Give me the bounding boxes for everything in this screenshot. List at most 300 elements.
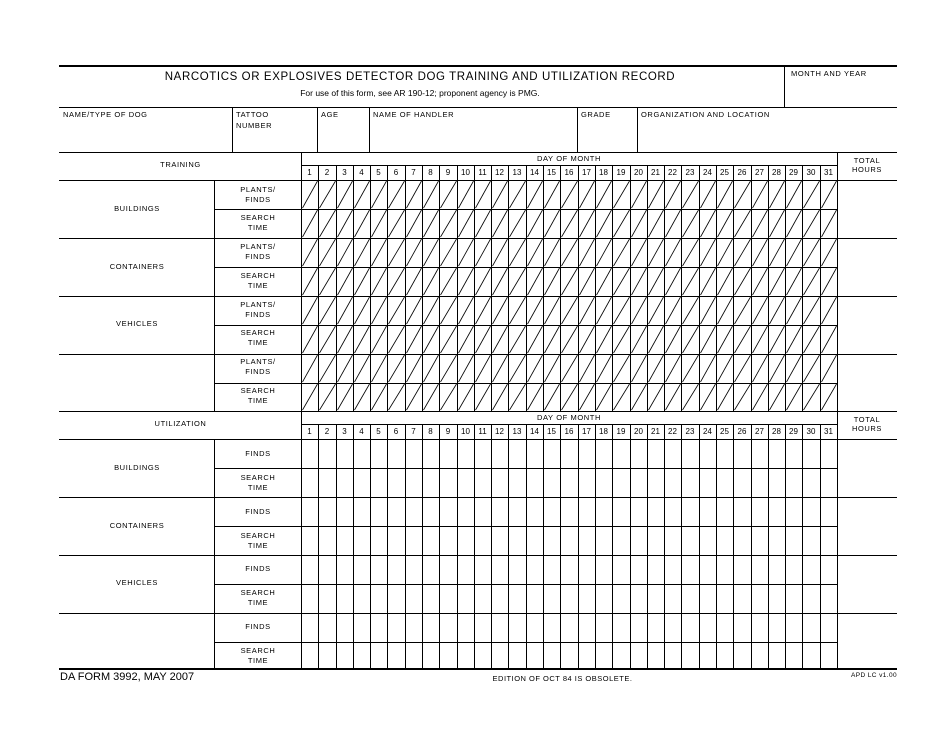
utilization-day-number: 30 bbox=[806, 427, 816, 436]
training-cell-diagonal bbox=[597, 181, 612, 208]
training-row-search-time-line2: TIME bbox=[247, 281, 269, 290]
training-cell-diagonal bbox=[649, 355, 664, 382]
training-cell-diagonal bbox=[459, 355, 474, 382]
organization-label: ORGANIZATION AND LOCATION bbox=[641, 110, 770, 119]
training-row-plants-finds-line1: PLANTS/ bbox=[240, 357, 276, 366]
training-cell-diagonal bbox=[614, 297, 630, 324]
training-cell-diagonal bbox=[787, 297, 802, 324]
training-cell-diagonal bbox=[787, 210, 802, 237]
training-day-number: 7 bbox=[411, 168, 416, 177]
training-cell-diagonal bbox=[493, 355, 508, 382]
training-cell-diagonal bbox=[701, 384, 716, 410]
training-cell-diagonal bbox=[822, 355, 837, 382]
training-cell-diagonal bbox=[510, 326, 526, 353]
training-cell-diagonal bbox=[787, 355, 802, 382]
training-row-search-time-line2: TIME bbox=[247, 338, 269, 347]
training-cell-diagonal bbox=[701, 239, 716, 266]
training-cell-diagonal bbox=[476, 210, 491, 237]
training-cell-diagonal bbox=[649, 210, 664, 237]
training-cell-diagonal bbox=[597, 297, 612, 324]
training-cell-diagonal bbox=[424, 181, 439, 208]
training-cell-diagonal bbox=[424, 326, 439, 353]
training-cell-diagonal bbox=[355, 239, 370, 266]
training-cell-diagonal bbox=[389, 268, 405, 295]
training-cell-diagonal bbox=[320, 210, 336, 237]
utilization-row-finds: FINDS bbox=[245, 449, 271, 458]
utilization-day-number: 29 bbox=[789, 427, 798, 436]
training-cell-diagonal bbox=[562, 297, 578, 324]
utilization-day-number: 9 bbox=[445, 427, 451, 436]
training-cell-diagonal bbox=[735, 326, 751, 353]
training-cell-diagonal bbox=[804, 181, 820, 208]
training-cell-diagonal bbox=[597, 239, 612, 266]
training-cell-diagonal bbox=[770, 355, 785, 382]
training-cell-diagonal bbox=[597, 384, 612, 410]
training-cell-diagonal bbox=[493, 181, 508, 208]
training-cell-diagonal bbox=[683, 268, 699, 295]
training-cell-diagonal bbox=[493, 210, 508, 237]
training-cell-diagonal bbox=[735, 181, 751, 208]
utilization-day-number: 26 bbox=[737, 427, 747, 436]
form-subtitle: For use of this form, see AR 190-12; proponent agency is PMG. bbox=[300, 88, 540, 98]
training-cell-diagonal bbox=[562, 181, 578, 208]
training-cell-diagonal bbox=[614, 210, 630, 237]
handler-label: NAME OF HANDLER bbox=[373, 110, 455, 119]
training-cell-diagonal bbox=[372, 355, 387, 382]
training-cell-diagonal bbox=[424, 239, 439, 266]
training-row-plants-finds-line1: PLANTS/ bbox=[240, 185, 276, 194]
training-cell-diagonal bbox=[459, 297, 474, 324]
training-row-plants-finds-line2: FINDS bbox=[245, 310, 271, 319]
training-cell-diagonal bbox=[562, 210, 578, 237]
training-cell-diagonal bbox=[424, 384, 439, 410]
training-day-number: 25 bbox=[720, 168, 729, 177]
training-cell-diagonal bbox=[804, 210, 820, 237]
training-cell-diagonal bbox=[580, 239, 595, 266]
training-cell-diagonal bbox=[424, 268, 439, 295]
training-cell-diagonal bbox=[787, 181, 802, 208]
training-heading: TRAINING bbox=[160, 160, 201, 169]
training-cell-diagonal bbox=[683, 355, 699, 382]
training-cell-diagonal bbox=[459, 239, 474, 266]
training-day-number: 16 bbox=[564, 168, 574, 177]
training-cell-diagonal bbox=[787, 384, 802, 410]
training-cell-diagonal bbox=[476, 384, 491, 410]
training-cell-diagonal bbox=[753, 355, 768, 382]
training-cell-diagonal bbox=[632, 181, 647, 208]
edition-notice: EDITION OF OCT 84 IS OBSOLETE. bbox=[492, 674, 633, 683]
training-cell-diagonal bbox=[804, 268, 820, 295]
utilization-day-number: 27 bbox=[755, 427, 764, 436]
utilization-day-number: 3 bbox=[342, 427, 347, 436]
utilization-heading: UTILIZATION bbox=[154, 419, 207, 428]
training-cell-diagonal bbox=[320, 239, 336, 266]
training-cell-diagonal bbox=[701, 326, 716, 353]
training-cell-diagonal bbox=[441, 384, 457, 410]
training-day-number: 31 bbox=[824, 168, 833, 177]
utilization-category-containers: CONTAINERS bbox=[109, 521, 165, 530]
training-cell-diagonal bbox=[389, 297, 405, 324]
training-cell-diagonal bbox=[493, 239, 508, 266]
training-total-hours-line1: TOTAL bbox=[853, 156, 881, 165]
training-cell-diagonal bbox=[303, 355, 318, 382]
training-cell-diagonal bbox=[545, 239, 560, 266]
training-cell-diagonal bbox=[787, 239, 802, 266]
utilization-category-buildings: BUILDINGS bbox=[114, 463, 160, 472]
training-cell-diagonal bbox=[562, 268, 578, 295]
training-cell-diagonal bbox=[804, 384, 820, 410]
utilization-day-number: 17 bbox=[582, 427, 591, 436]
training-cell-diagonal bbox=[372, 239, 387, 266]
training-day-number: 27 bbox=[755, 168, 764, 177]
training-cell-diagonal bbox=[683, 326, 699, 353]
utilization-day-number: 14 bbox=[530, 427, 539, 436]
training-cell-diagonal bbox=[666, 384, 681, 410]
training-cell-diagonal bbox=[493, 268, 508, 295]
training-cell-diagonal bbox=[441, 355, 457, 382]
training-cell-diagonal bbox=[666, 210, 681, 237]
training-cell-diagonal bbox=[372, 297, 387, 324]
tattoo-label-line1: TATTOO bbox=[236, 110, 269, 119]
training-cell-diagonal bbox=[614, 268, 630, 295]
training-day-number: 14 bbox=[530, 168, 539, 177]
training-cell-diagonal bbox=[580, 181, 595, 208]
training-cell-diagonal bbox=[770, 384, 785, 410]
training-cell-diagonal bbox=[338, 384, 353, 410]
utilization-day-number: 5 bbox=[376, 427, 381, 436]
training-cell-diagonal bbox=[407, 384, 422, 410]
training-cell-diagonal bbox=[683, 384, 699, 410]
training-cell-diagonal bbox=[770, 239, 785, 266]
utilization-day-number: 4 bbox=[359, 427, 364, 436]
training-day-number: 28 bbox=[772, 168, 781, 177]
training-row-plants-finds-line2: FINDS bbox=[245, 367, 271, 376]
training-day-number: 20 bbox=[634, 168, 643, 177]
training-cell-diagonal bbox=[666, 268, 681, 295]
training-cell-diagonal bbox=[545, 181, 560, 208]
training-cell-diagonal bbox=[770, 268, 785, 295]
training-cell-diagonal bbox=[493, 384, 508, 410]
training-cell-diagonal bbox=[701, 355, 716, 382]
training-cell-diagonal bbox=[510, 239, 526, 266]
utilization-day-number: 15 bbox=[547, 427, 556, 436]
training-cell-diagonal bbox=[528, 268, 543, 295]
training-cell-diagonal bbox=[614, 384, 630, 410]
utilization-row-finds: FINDS bbox=[245, 622, 271, 631]
training-cell-diagonal bbox=[424, 297, 439, 324]
training-cell-diagonal bbox=[407, 326, 422, 353]
training-row-plants-finds-line1: PLANTS/ bbox=[240, 242, 276, 251]
training-cell-diagonal bbox=[528, 326, 543, 353]
training-cell-diagonal bbox=[389, 239, 405, 266]
training-cell-diagonal bbox=[701, 181, 716, 208]
utilization-day-number: 8 bbox=[428, 427, 433, 436]
utilization-day-number: 16 bbox=[564, 427, 574, 436]
training-day-number: 11 bbox=[478, 168, 487, 177]
training-cell-diagonal bbox=[787, 326, 802, 353]
training-cell-diagonal bbox=[476, 181, 491, 208]
training-cell-diagonal bbox=[822, 181, 837, 208]
training-cell-diagonal bbox=[338, 355, 353, 382]
training-cell-diagonal bbox=[389, 326, 405, 353]
training-cell-diagonal bbox=[424, 355, 439, 382]
training-day-number: 3 bbox=[342, 168, 347, 177]
training-cell-diagonal bbox=[597, 355, 612, 382]
training-cell-diagonal bbox=[770, 297, 785, 324]
training-cell-diagonal bbox=[753, 239, 768, 266]
training-cell-diagonal bbox=[770, 210, 785, 237]
training-cell-diagonal bbox=[683, 181, 699, 208]
training-cell-diagonal bbox=[476, 326, 491, 353]
training-cell-diagonal bbox=[303, 268, 318, 295]
training-cell-diagonal bbox=[632, 297, 647, 324]
training-cell-diagonal bbox=[303, 326, 318, 353]
training-cell-diagonal bbox=[649, 297, 664, 324]
training-cell-diagonal bbox=[372, 326, 387, 353]
training-cell-diagonal bbox=[649, 239, 664, 266]
training-day-number: 5 bbox=[376, 168, 381, 177]
training-cell-diagonal bbox=[787, 268, 802, 295]
form-title: NARCOTICS OR EXPLOSIVES DETECTOR DOG TRAINING AND UTILIZATION RECORD bbox=[164, 71, 676, 83]
utilization-day-number: 19 bbox=[616, 427, 626, 436]
training-day-number: 8 bbox=[428, 168, 433, 177]
training-cell-diagonal bbox=[597, 268, 612, 295]
training-day-number: 1 bbox=[307, 168, 312, 177]
training-cell-diagonal bbox=[666, 297, 681, 324]
training-cell-diagonal bbox=[372, 210, 387, 237]
training-cell-diagonal bbox=[666, 326, 681, 353]
training-cell-diagonal bbox=[441, 239, 457, 266]
utilization-day-of-month-label: DAY OF MONTH bbox=[536, 413, 601, 422]
training-cell-diagonal bbox=[510, 210, 526, 237]
training-category-vehicles: VEHICLES bbox=[116, 319, 158, 328]
training-cell-diagonal bbox=[303, 181, 318, 208]
training-row-search-time-line2: TIME bbox=[247, 223, 269, 232]
utilization-day-number: 11 bbox=[478, 427, 487, 436]
utilization-day-number: 10 bbox=[461, 427, 470, 436]
training-cell-diagonal bbox=[338, 181, 353, 208]
form-identifier: DA FORM 3992, MAY 2007 bbox=[60, 671, 195, 683]
training-cell-diagonal bbox=[303, 384, 318, 410]
utilization-total-hours-line1: TOTAL bbox=[853, 415, 881, 424]
utilization-day-number: 20 bbox=[634, 427, 643, 436]
training-cell-diagonal bbox=[459, 326, 474, 353]
training-day-number: 18 bbox=[599, 168, 608, 177]
training-cell-diagonal bbox=[338, 210, 353, 237]
month-and-year-label: MONTH AND YEAR bbox=[791, 69, 867, 78]
training-cell-diagonal bbox=[493, 326, 508, 353]
training-cell-diagonal bbox=[683, 239, 699, 266]
utilization-row-search-time-line1: SEARCH bbox=[240, 646, 276, 655]
utilization-day-number: 6 bbox=[393, 427, 399, 436]
utilization-day-number: 23 bbox=[685, 427, 695, 436]
utilization-row-search-time-line2: TIME bbox=[247, 598, 269, 607]
training-cell-diagonal bbox=[822, 297, 837, 324]
training-row-search-time-line1: SEARCH bbox=[240, 213, 276, 222]
training-cell-diagonal bbox=[580, 355, 595, 382]
training-cell-diagonal bbox=[580, 210, 595, 237]
training-cell-diagonal bbox=[407, 268, 422, 295]
training-cell-diagonal bbox=[735, 384, 751, 410]
training-cell-diagonal bbox=[649, 181, 664, 208]
training-cell-diagonal bbox=[632, 326, 647, 353]
training-cell-diagonal bbox=[632, 268, 647, 295]
training-cell-diagonal bbox=[632, 239, 647, 266]
utilization-row-search-time-line1: SEARCH bbox=[240, 588, 276, 597]
training-cell-diagonal bbox=[355, 181, 370, 208]
utilization-day-number: 28 bbox=[772, 427, 781, 436]
utilization-day-number: 22 bbox=[668, 427, 677, 436]
training-day-number: 2 bbox=[324, 168, 330, 177]
training-cell-diagonal bbox=[804, 239, 820, 266]
training-cell-diagonal bbox=[666, 239, 681, 266]
training-cell-diagonal bbox=[649, 326, 664, 353]
training-cell-diagonal bbox=[320, 268, 336, 295]
training-day-number: 21 bbox=[651, 168, 660, 177]
training-cell-diagonal bbox=[493, 297, 508, 324]
utilization-day-number: 12 bbox=[495, 427, 504, 436]
training-cell-diagonal bbox=[355, 384, 370, 410]
training-cell-diagonal bbox=[545, 268, 560, 295]
training-cell-diagonal bbox=[666, 355, 681, 382]
training-cell-diagonal bbox=[701, 297, 716, 324]
training-cell-diagonal bbox=[545, 326, 560, 353]
training-day-number: 4 bbox=[359, 168, 364, 177]
utilization-row-search-time-line2: TIME bbox=[247, 483, 269, 492]
training-cell-diagonal bbox=[753, 210, 768, 237]
utilization-day-number: 1 bbox=[307, 427, 312, 436]
training-cell-diagonal bbox=[528, 239, 543, 266]
training-row-plants-finds-line1: PLANTS/ bbox=[240, 300, 276, 309]
training-cell-diagonal bbox=[510, 297, 526, 324]
training-cell-diagonal bbox=[407, 239, 422, 266]
training-day-number: 15 bbox=[547, 168, 556, 177]
training-cell-diagonal bbox=[683, 210, 699, 237]
training-cell-diagonal bbox=[718, 297, 733, 324]
training-cell-diagonal bbox=[510, 181, 526, 208]
training-cell-diagonal bbox=[545, 210, 560, 237]
training-cell-diagonal bbox=[528, 355, 543, 382]
training-cell-diagonal bbox=[424, 210, 439, 237]
training-cell-diagonal bbox=[735, 268, 751, 295]
training-cell-diagonal bbox=[666, 181, 681, 208]
training-cell-diagonal bbox=[389, 355, 405, 382]
training-cell-diagonal bbox=[476, 268, 491, 295]
training-cell-diagonal bbox=[614, 239, 630, 266]
training-cell-diagonal bbox=[303, 210, 318, 237]
training-cell-diagonal bbox=[718, 239, 733, 266]
training-cell-diagonal bbox=[389, 384, 405, 410]
training-cell-diagonal bbox=[389, 181, 405, 208]
training-cell-diagonal bbox=[597, 210, 612, 237]
utilization-row-finds: FINDS bbox=[245, 507, 271, 516]
utilization-row-finds: FINDS bbox=[245, 564, 271, 573]
utilization-day-number: 21 bbox=[651, 427, 660, 436]
training-row-plants-finds-line2: FINDS bbox=[245, 195, 271, 204]
training-day-number: 23 bbox=[685, 168, 695, 177]
training-cell-diagonal bbox=[303, 297, 318, 324]
training-day-number: 29 bbox=[789, 168, 798, 177]
training-cell-diagonal bbox=[701, 268, 716, 295]
training-cell-diagonal bbox=[580, 326, 595, 353]
training-day-of-month-label: DAY OF MONTH bbox=[536, 154, 601, 163]
training-cell-diagonal bbox=[528, 210, 543, 237]
training-cell-diagonal bbox=[441, 297, 457, 324]
training-cell-diagonal bbox=[407, 297, 422, 324]
training-cell-diagonal bbox=[753, 297, 768, 324]
training-cell-diagonal bbox=[545, 384, 560, 410]
training-cell-diagonal bbox=[735, 297, 751, 324]
training-cell-diagonal bbox=[649, 384, 664, 410]
training-cell-diagonal bbox=[753, 181, 768, 208]
training-row-search-time-line1: SEARCH bbox=[240, 386, 276, 395]
training-cell-diagonal bbox=[372, 384, 387, 410]
training-cell-diagonal bbox=[303, 239, 318, 266]
training-cell-diagonal bbox=[770, 181, 785, 208]
training-cell-diagonal bbox=[407, 355, 422, 382]
training-day-number: 19 bbox=[616, 168, 626, 177]
training-cell-diagonal bbox=[562, 355, 578, 382]
training-total-hours-line2: HOURS bbox=[851, 165, 883, 174]
training-cell-diagonal bbox=[476, 355, 491, 382]
version-label: APD LC v1.00 bbox=[851, 672, 897, 679]
training-cell-diagonal bbox=[528, 297, 543, 324]
training-cell-diagonal bbox=[753, 326, 768, 353]
training-cell-diagonal bbox=[770, 326, 785, 353]
training-cell-diagonal bbox=[804, 355, 820, 382]
training-cell-diagonal bbox=[701, 210, 716, 237]
training-cell-diagonal bbox=[718, 355, 733, 382]
training-cell-diagonal bbox=[804, 326, 820, 353]
training-cell-diagonal bbox=[355, 326, 370, 353]
training-cell-diagonal bbox=[649, 268, 664, 295]
training-cell-diagonal bbox=[338, 239, 353, 266]
training-cell-diagonal bbox=[320, 355, 336, 382]
training-cell-diagonal bbox=[459, 210, 474, 237]
training-cell-diagonal bbox=[320, 297, 336, 324]
training-cell-diagonal bbox=[320, 181, 336, 208]
training-cell-diagonal bbox=[580, 297, 595, 324]
training-cell-diagonal bbox=[562, 384, 578, 410]
bottom-rule bbox=[59, 668, 897, 670]
training-day-number: 17 bbox=[582, 168, 591, 177]
training-cell-diagonal bbox=[476, 239, 491, 266]
utilization-day-number: 7 bbox=[411, 427, 416, 436]
training-cell-diagonal bbox=[441, 268, 457, 295]
training-cell-diagonal bbox=[545, 355, 560, 382]
training-cell-diagonal bbox=[320, 384, 336, 410]
training-cell-diagonal bbox=[459, 268, 474, 295]
training-cell-diagonal bbox=[338, 268, 353, 295]
training-cell-diagonal bbox=[441, 210, 457, 237]
utilization-total-hours-line2: HOURS bbox=[851, 424, 883, 433]
training-cell-diagonal bbox=[441, 181, 457, 208]
training-cell-diagonal bbox=[528, 181, 543, 208]
training-cell-diagonal bbox=[338, 297, 353, 324]
training-cell-diagonal bbox=[822, 326, 837, 353]
training-cell-diagonal bbox=[510, 268, 526, 295]
training-cell-diagonal bbox=[804, 297, 820, 324]
training-cell-diagonal bbox=[355, 355, 370, 382]
training-cell-diagonal bbox=[372, 268, 387, 295]
training-cell-diagonal bbox=[735, 239, 751, 266]
training-cell-diagonal bbox=[355, 268, 370, 295]
utilization-day-number: 2 bbox=[324, 427, 330, 436]
name-type-of-dog-label: NAME/TYPE OF DOG bbox=[63, 110, 148, 119]
utilization-day-number: 31 bbox=[824, 427, 833, 436]
training-cell-diagonal bbox=[355, 297, 370, 324]
training-category-buildings: BUILDINGS bbox=[114, 204, 160, 213]
